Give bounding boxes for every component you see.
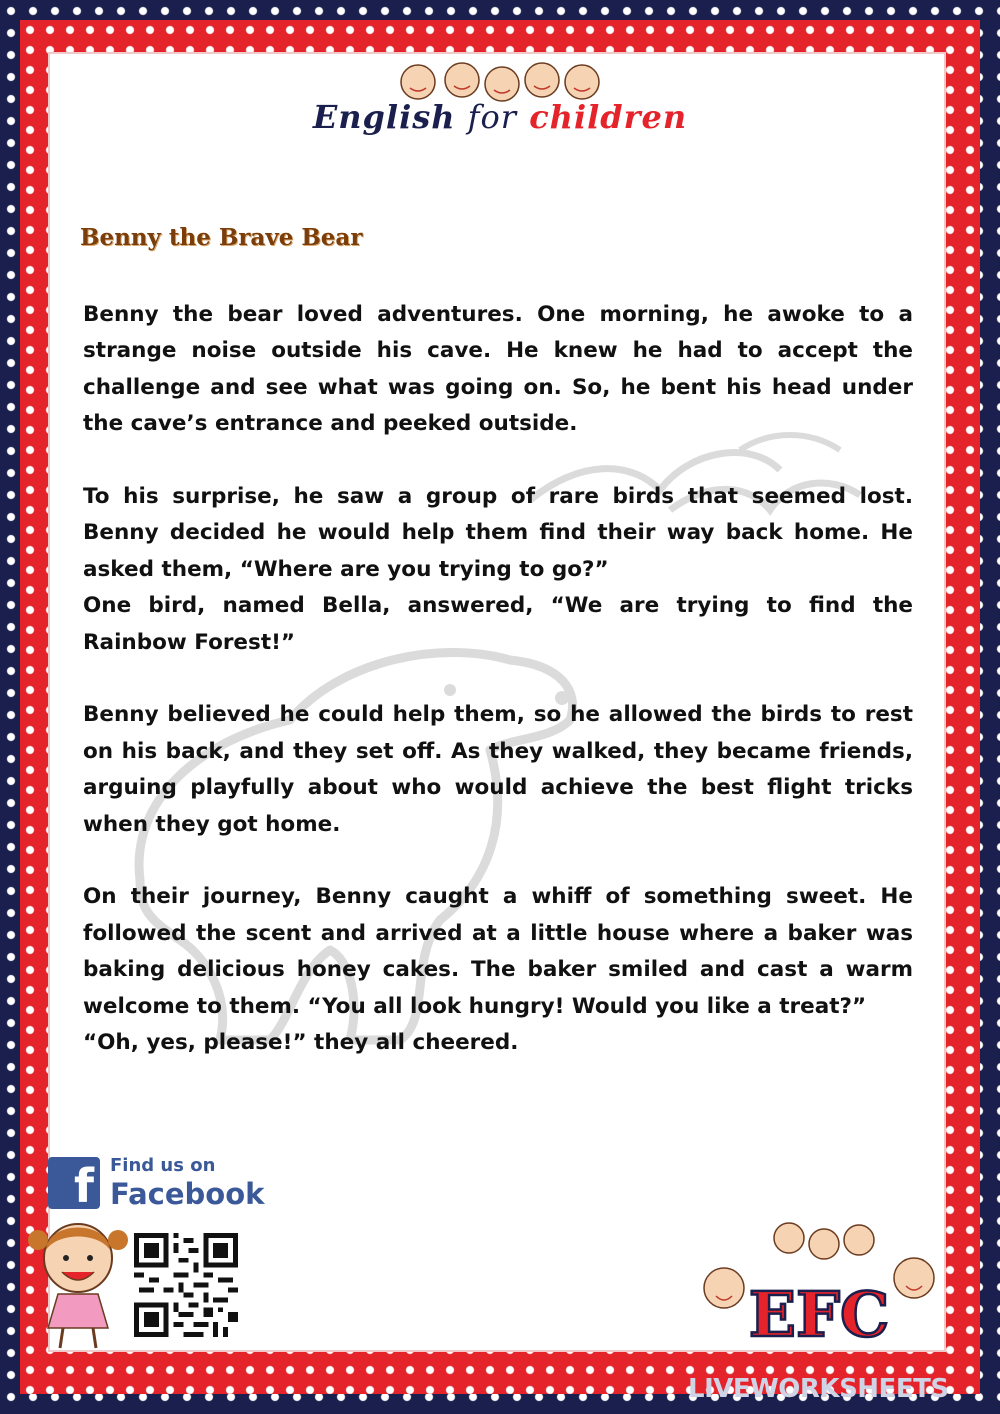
story-text [83,297,913,1098]
story-paragraph: To his surprise, he saw a group of rare birds that seemed lost. Benny decided he would help them find their way back home. He asked them, “Where are you trying to go?” [83,484,913,582]
facebook-name-label: Facebook [110,1177,265,1211]
qr-code-icon[interactable] [134,1233,238,1337]
facebook-link[interactable] [48,1155,265,1215]
logo-word-children: children [529,98,688,136]
girl-cartoon-illustration [18,1210,138,1350]
story-title: Benny the Brave Bear [80,224,363,251]
efc-kids-logo [694,1218,944,1348]
liveworksheets-watermark: LIVEWORKSHEETS [688,1374,949,1404]
story-paragraph: “Oh, yes, please!” they all cheered. [83,1030,519,1056]
logo-word-for: for [467,98,518,136]
english-for-children-logo [310,58,690,148]
story-paragraph: Benny believed he could help them, so he allowed the birds to rest on his back, and they set off. As they walked, they became friends, arguing playfully about who would achieve the best flight tricks when they got home. [83,702,913,837]
story-paragraph: On their journey, Benny caught a whiff of something sweet. He followed the scent and arrived at a little house where a baker was baking delicious honey cakes. The baker smiled and cast a warm welcome to them. “You all look hungry! Would you like a treat?” [83,884,913,1019]
story-paragraph: One bird, named Bella, answered, “We are trying to find the Rainbow Forest!” [83,593,913,655]
facebook-icon: f [48,1157,100,1209]
efc-text: EFC [748,1278,890,1348]
story-paragraph: Benny the bear loved adventures. One morning, he awoke to a strange noise outside his cave. He knew he had to accept the challenge and see what was going on. So, he bent his head under the cave’s entrance and peeked outside. [83,302,913,437]
logo-wordmark [310,98,690,136]
logo-word-english: English [312,98,456,136]
facebook-find-label: Find us on [110,1155,216,1176]
